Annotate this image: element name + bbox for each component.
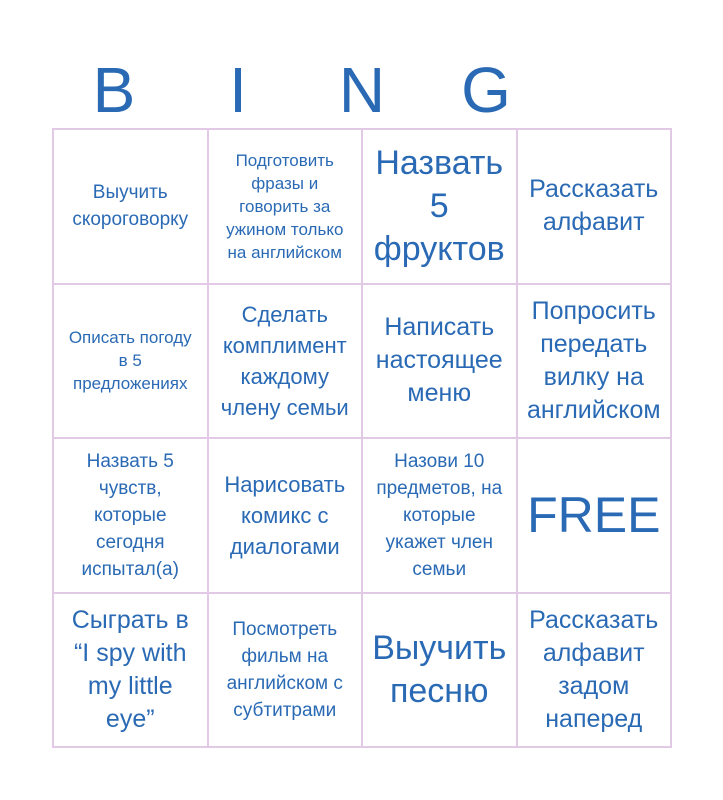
bingo-cell[interactable]: Сыграть в “I spy with my little eye”	[54, 594, 209, 749]
bingo-cell[interactable]: Рассказать алфавит	[518, 130, 673, 285]
bingo-cell[interactable]: Попросить передать вилку на английском	[518, 285, 673, 440]
bingo-cell[interactable]: Рассказать алфавит задом наперед	[518, 594, 673, 749]
bingo-board	[52, 128, 672, 748]
bingo-cell[interactable]: Написать настоящее меню	[363, 285, 518, 440]
bingo-cell[interactable]: Назвать 5 чувств, которые сегодня испытал(а)	[54, 439, 209, 594]
bingo-cell[interactable]: Выучить скороговорку	[54, 130, 209, 285]
header-letter-i: I	[229, 54, 247, 126]
bingo-header	[52, 52, 672, 128]
bingo-cell[interactable]: Назвать 5 фруктов	[363, 130, 518, 285]
bingo-cell[interactable]: Подготовить фразы и говорить за ужином только на английском	[209, 130, 364, 285]
header-letter-g: G	[461, 54, 511, 126]
header-letter-b: B	[92, 54, 136, 126]
bingo-cell[interactable]: Выучить песню	[363, 594, 518, 749]
free-space-cell[interactable]: FREE	[518, 439, 673, 594]
bingo-cell[interactable]: Нарисовать комикс с диалогами	[209, 439, 364, 594]
bingo-cell[interactable]: Описать погоду в 5 предложениях	[54, 285, 209, 440]
bingo-cell[interactable]: Посмотреть фильм на английском с субтитрами	[209, 594, 364, 749]
header-letter-n: N	[338, 54, 386, 126]
bingo-cell[interactable]: Сделать комплимент каждому члену семьи	[209, 285, 364, 440]
bingo-cell[interactable]: Назови 10 предметов, на которые укажет член семьи	[363, 439, 518, 594]
